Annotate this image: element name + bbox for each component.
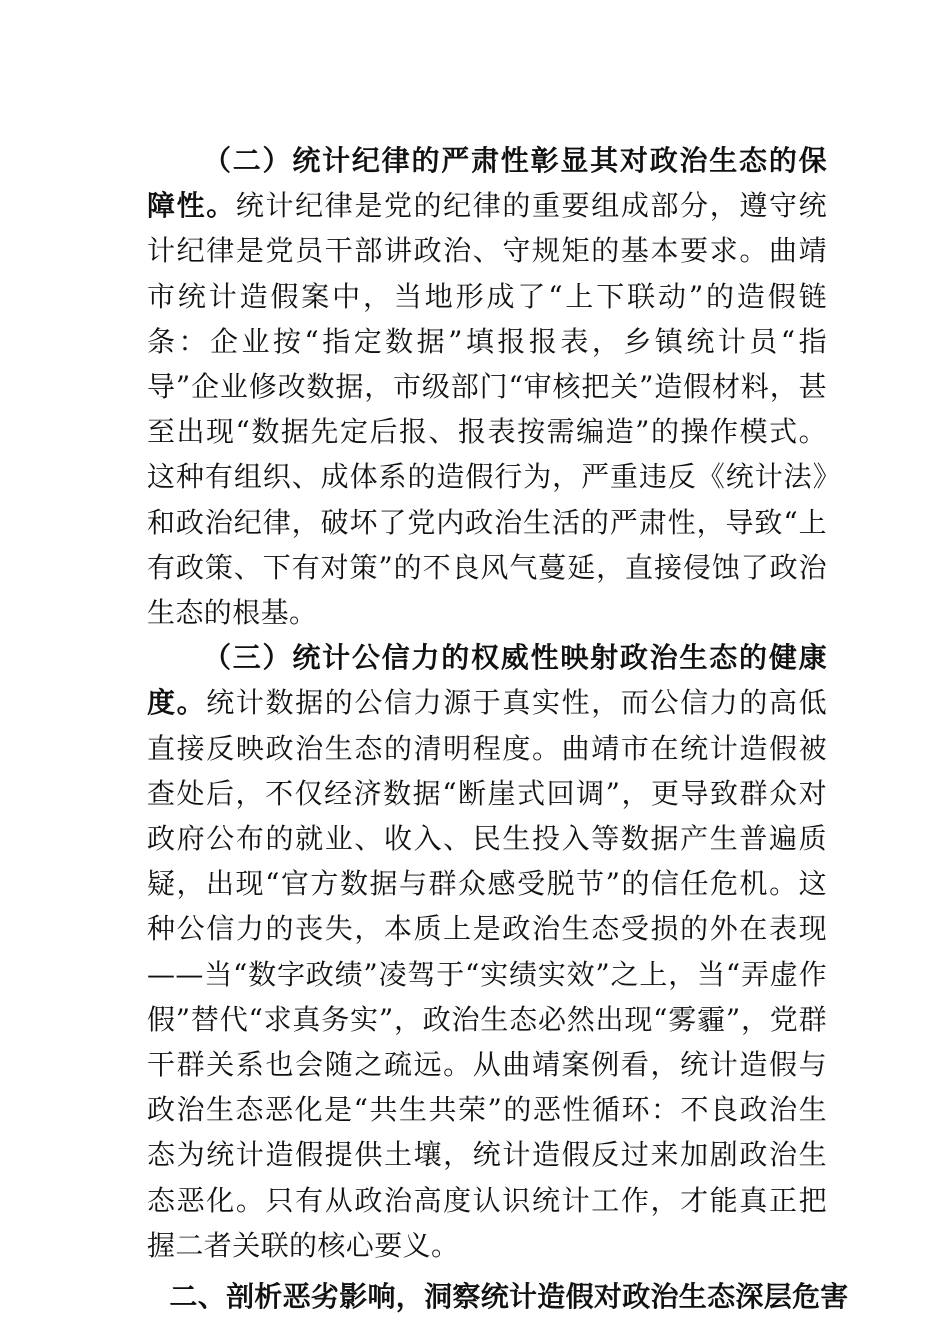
section-heading: 二、剖析恶劣影响，洞察统计造假对政治生态深层危害: [169, 1280, 849, 1314]
paragraph-discipline: [147, 138, 827, 635]
paragraph-credibility-body: 统计数据的公信力源于真实性，而公信力的高低直接反映政治生态的清明程度。曲靖市在统计造假被查处后，不仅经济数据“断崖式回调”，更导致群众对政府公布的就业、收入、民生投入等数据产生普遍质疑，出现“官方数据与群众感受脱节”的信任危机。这种公信力的丧失，本质上是政治生态受损的外在表现——当“数字政绩”凌驾于“实绩实效”之上，当“弄虚作假”替代“求真务实”，政治生态必然出现“雾霾”，党群干群关系也会随之疏远。从曲靖案例看，统计造假与政治生态恶化是“共生共荣”的恶性循环：不良政治生态为统计造假提供土壤，统计造假反过来加剧政治生态恶化。只有从政治高度认识统计工作，才能真正把握二者关联的核心要义。: [147, 686, 827, 1262]
paragraph-credibility-lead: （三）统计公信力的权威性映射政治生态的健康度。: [147, 641, 827, 720]
document-page: [147, 138, 849, 1319]
paragraph-discipline-lead: （二）统计纪律的严肃性彰显其对政治生态的保障性。: [147, 144, 827, 223]
paragraph-credibility: [147, 635, 827, 1268]
paragraph-discipline-body: 统计纪律是党的纪律的重要组成部分，遵守统计纪律是党员干部讲政治、守规矩的基本要求。曲靖市统计造假案中，当地形成了“上下联动”的造假链条：企业按“指定数据”填报报表，乡镇统计员“指导”企业修改数据，市级部门“审核把关”造假材料，甚至出现“数据先定后报、报表按需编造”的操作模式。这种有组织、成体系的造假行为，严重违反《统计法》和政治纪律，破坏了党内政治生活的严肃性，导致“上有政策、下有对策”的不良风气蔓延，直接侵蚀了政治生态的根基。: [147, 189, 827, 630]
